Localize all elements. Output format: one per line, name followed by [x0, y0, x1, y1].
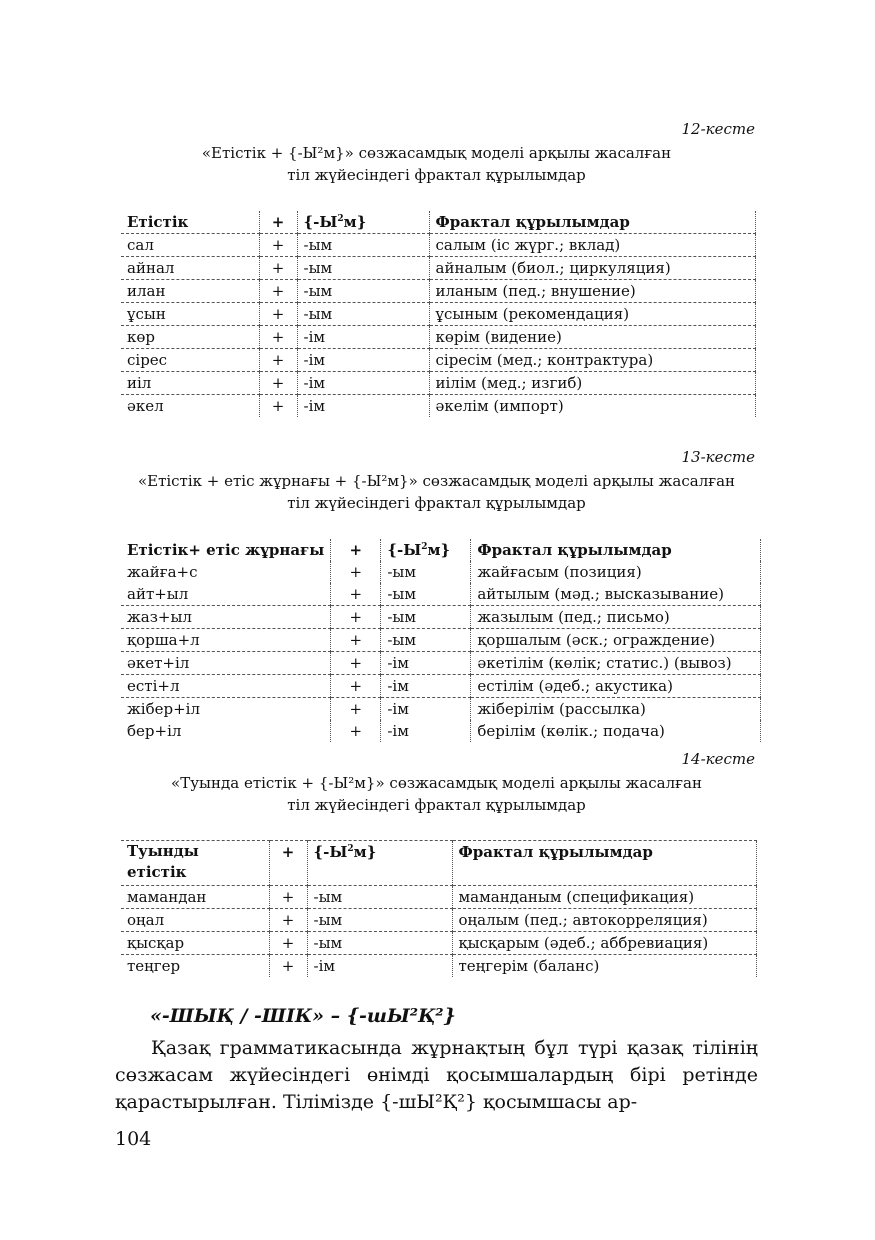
cell: -ым	[307, 886, 452, 909]
cell: айнал	[121, 257, 259, 280]
cell: -ім	[297, 326, 429, 349]
cell: +	[331, 629, 381, 652]
cell: иланым (пед.; внушение)	[429, 280, 755, 303]
cell: айтылым (мәд.; высказывание)	[471, 583, 761, 606]
cell: -ім	[381, 698, 471, 721]
table-14-caption-line1: «Туында етістік + {-Ы²м}» сөзжасамдық моделі арқылы жасалған	[171, 774, 702, 792]
table-row	[121, 326, 755, 349]
cell: айналым (биол.; циркуляция)	[429, 257, 755, 280]
cell: салым (іс жүрг.; вклад)	[429, 234, 755, 257]
header-cell: +	[269, 841, 307, 886]
cell: көрім (видение)	[429, 326, 755, 349]
table-12-caption-line2: тіл жүйесіндегі фрактал құрылымдар	[287, 166, 586, 184]
table-14-label: 14-кесте	[681, 750, 755, 768]
body-paragraph	[115, 1035, 758, 1116]
cell: -ым	[297, 257, 429, 280]
table-13	[121, 539, 761, 742]
cell: +	[269, 932, 307, 955]
table-row	[121, 698, 761, 721]
cell: -ым	[381, 583, 471, 606]
cell: +	[259, 395, 297, 418]
cell: -ым	[381, 606, 471, 629]
page-number: 104	[115, 1128, 152, 1150]
cell: жазылым (пед.; письмо)	[471, 606, 761, 629]
header-cell: $\{-Ы^2м\}$	[381, 539, 471, 561]
header-cell: Фрактал құрылымдар	[452, 841, 756, 886]
header-cell: +	[331, 539, 381, 561]
cell: ұсыным (рекомендация)	[429, 303, 755, 326]
cell: теңгерім (баланс)	[452, 955, 756, 978]
section-heading: «-ШЫҚ / -ШІК» – {-шЫ²Қ²}	[150, 1005, 456, 1027]
header-cell: Етістік	[121, 211, 259, 234]
cell: -ым	[307, 932, 452, 955]
cell: +	[259, 349, 297, 372]
cell: -ім	[297, 395, 429, 418]
cell: -ім	[297, 349, 429, 372]
table-13-label: 13-кесте	[681, 448, 755, 466]
header-cell: Фрактал құрылымдар	[429, 211, 755, 234]
cell: жіберілім (рассылка)	[471, 698, 761, 721]
table-header-row	[121, 841, 756, 886]
cell: -ым	[381, 629, 471, 652]
table-row	[121, 932, 756, 955]
cell: +	[269, 955, 307, 978]
cell: жайғасым (позиция)	[471, 561, 761, 583]
header-cell	[121, 841, 269, 886]
cell: -ім	[381, 652, 471, 675]
cell: -ім	[381, 675, 471, 698]
cell: +	[259, 303, 297, 326]
cell: қоршалым (әск.; ограждение)	[471, 629, 761, 652]
table-row	[121, 886, 756, 909]
cell: сал	[121, 234, 259, 257]
cell: жайға+с	[121, 561, 331, 583]
table-row	[121, 955, 756, 978]
cell: +	[331, 720, 381, 742]
cell: +	[259, 372, 297, 395]
table-row	[121, 349, 755, 372]
cell: илан	[121, 280, 259, 303]
cell: +	[259, 280, 297, 303]
cell: +	[259, 234, 297, 257]
table-12-label: 12-кесте	[681, 120, 755, 138]
cell: әкетілім (көлік; статис.) (вывоз)	[471, 652, 761, 675]
cell: әкелім (импорт)	[429, 395, 755, 418]
cell: +	[331, 583, 381, 606]
cell: +	[331, 606, 381, 629]
cell: иілім (мед.; изгиб)	[429, 372, 755, 395]
table-row	[121, 303, 755, 326]
table-14-caption-line2: тіл жүйесіндегі фрактал құрылымдар	[287, 796, 586, 814]
cell: жаз+ыл	[121, 606, 331, 629]
table-row	[121, 395, 755, 418]
table-row	[121, 372, 755, 395]
table-row	[121, 606, 761, 629]
cell: сірес	[121, 349, 259, 372]
table-row	[121, 652, 761, 675]
cell: естілім (әдеб.; акустика)	[471, 675, 761, 698]
cell: берілім (көлік.; подача)	[471, 720, 761, 742]
cell: +	[269, 886, 307, 909]
cell: -ім	[381, 720, 471, 742]
cell: -ым	[297, 280, 429, 303]
header-cell: $\{-Ы^2м\}$	[307, 841, 452, 886]
table-13-caption-line1: «Етістік + етіс жұрнағы + {-Ы²м}» сөзжасамдық моделі арқылы жасалған	[137, 472, 736, 490]
cell: қысқар	[121, 932, 269, 955]
cell: +	[331, 652, 381, 675]
cell: -ым	[297, 234, 429, 257]
cell: -ім	[307, 955, 452, 978]
cell: +	[331, 675, 381, 698]
cell: теңгер	[121, 955, 269, 978]
cell: ұсын	[121, 303, 259, 326]
cell: әкел	[121, 395, 259, 418]
header-cell: $\{-Ы^2м\}$	[297, 211, 429, 234]
cell: оңалым (пед.; автокорреляция)	[452, 909, 756, 932]
cell: -ым	[307, 909, 452, 932]
table-12-caption-line1: «Етістік + {-Ы²м}» сөзжасамдық моделі арқылы жасалған	[201, 144, 672, 162]
table-row	[121, 720, 761, 742]
table-row	[121, 909, 756, 932]
table-row	[121, 561, 761, 583]
cell: айт+ыл	[121, 583, 331, 606]
header-cell: Фрактал құрылымдар	[471, 539, 761, 561]
table-row	[121, 280, 755, 303]
table-13-caption-line2: тіл жүйесіндегі фрактал құрылымдар	[287, 494, 586, 512]
table-row	[121, 583, 761, 606]
header-line: етістік	[127, 863, 187, 881]
table-header-row	[121, 539, 761, 561]
cell: қысқарым (әдеб.; аббревиация)	[452, 932, 756, 955]
cell: +	[331, 698, 381, 721]
cell: сіресім (мед.; контрактура)	[429, 349, 755, 372]
header-line: Туынды	[127, 842, 199, 860]
cell: жібер+іл	[121, 698, 331, 721]
table-header-row	[121, 211, 755, 234]
cell: қорша+л	[121, 629, 331, 652]
cell: +	[269, 909, 307, 932]
table-14	[121, 840, 757, 977]
table-12	[121, 211, 756, 417]
cell: иіл	[121, 372, 259, 395]
cell: көр	[121, 326, 259, 349]
table-row	[121, 257, 755, 280]
cell: есті+л	[121, 675, 331, 698]
table-row	[121, 675, 761, 698]
cell: +	[331, 561, 381, 583]
cell: -ым	[297, 303, 429, 326]
cell: оңал	[121, 909, 269, 932]
cell: маманданым (спецификация)	[452, 886, 756, 909]
cell: бер+іл	[121, 720, 331, 742]
paragraph-text: Қазақ грамматикасында жұрнақтың бұл түрі қазақ тілінің сөзжасам жүйесіндегі өнімді қосымшалардың бірі ретінде қарастырылған. Тілімізде {-шЫ²Қ²} қосымшасы ар-	[115, 1037, 758, 1113]
cell: -ім	[297, 372, 429, 395]
cell: мамандан	[121, 886, 269, 909]
cell: әкет+іл	[121, 652, 331, 675]
header-cell: Етістік+ етіс жұрнағы	[121, 539, 331, 561]
cell: +	[259, 257, 297, 280]
cell: -ым	[381, 561, 471, 583]
cell: +	[259, 326, 297, 349]
table-row	[121, 629, 761, 652]
header-cell: +	[259, 211, 297, 234]
table-row	[121, 234, 755, 257]
